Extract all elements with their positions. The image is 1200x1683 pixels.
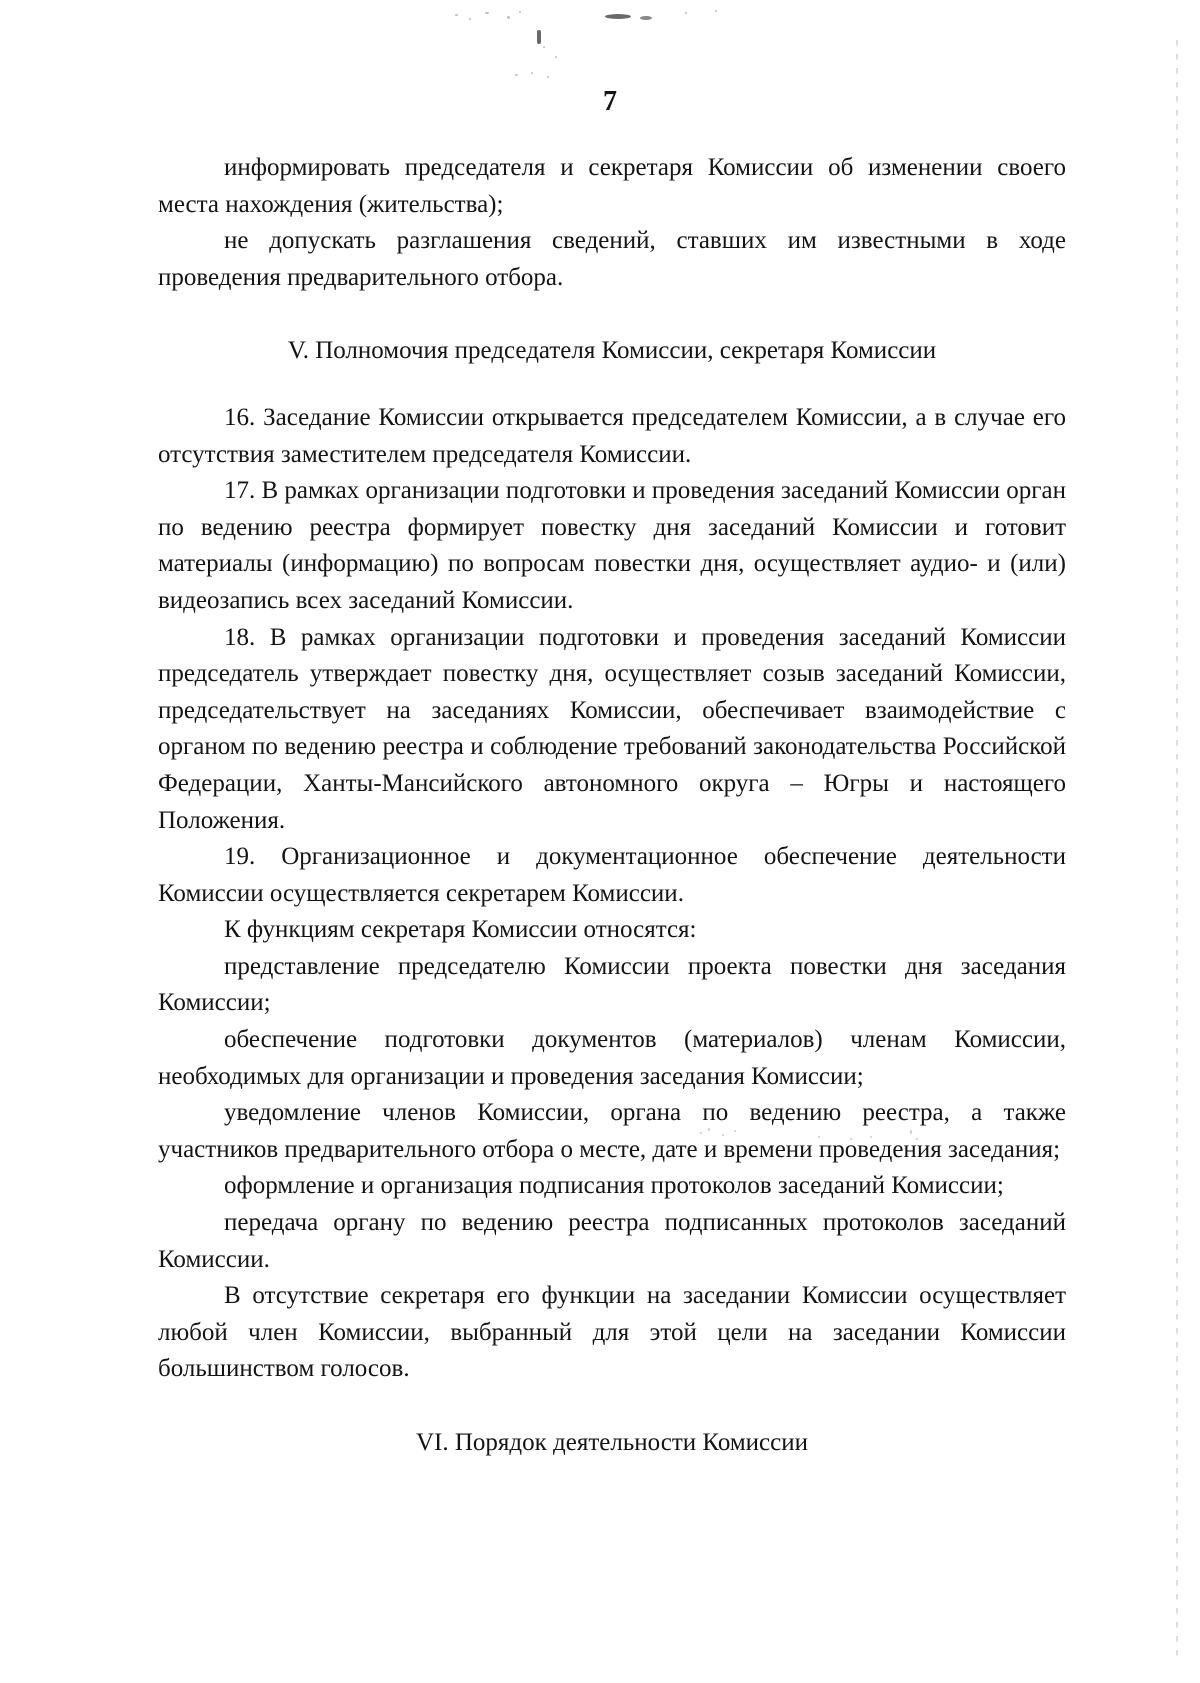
paragraph-secretary-absence: В отсутствие секретаря его функции на заседании Комиссии осуществляет любой член Комиссии, выбранный для этой цели на заседании Комиссии большинством голосов. [158, 1282, 1066, 1383]
paragraph-18: 18. В рамках организации подготовки и проведения заседаний Комиссии председатель утверждает повестку дня, осуществляет созыв заседаний Комиссии, председательствует на заседаниях Комиссии, обеспечивает взаимодействие с органом по ведению реестра и соблюдение требований законодательства Российской Федерации, Ханты-Мансийского автономного округа – Югры и настоящего Положения. [158, 623, 1066, 834]
list-item-document-preparation: обеспечение подготовки документов (материалов) членам Комиссии, необходимых для организации и проведения заседания Комиссии; [158, 1026, 1066, 1090]
page-number: 7 [603, 86, 617, 117]
list-item-protocol-signing: оформление и организация подписания протоколов заседаний Комиссии; [224, 1172, 1004, 1200]
list-item-notification: уведомление членов Комиссии, органа по ведению реестра, а также участников предварительного отбора о месте, дате и времени проведения заседания; [158, 1099, 1066, 1163]
paragraph-inform-chairman: информировать председателя и секретаря Комиссии об изменении своего места нахождения (жительства); [158, 154, 1066, 218]
paragraph-17: 17. В рамках организации подготовки и проведения заседаний Комиссии орган по ведению реестра формирует повестку дня заседаний Комиссии и готовит материалы (информацию) по вопросам повестки дня, осуществляет аудио- и (или) видеозапись всех заседаний Комиссии. [158, 477, 1066, 614]
paragraph-19: 19. Организационное и документационное обеспечение деятельности Комиссии осуществляется секретарем Комиссии. [158, 843, 1066, 907]
list-item-agenda-presentation: представление председателю Комиссии проекта повестки дня заседания Комиссии; [158, 952, 1066, 1017]
document-body [158, 150, 1066, 1462]
scan-artifact-top [455, 8, 775, 78]
paragraph-secretary-functions-intro: К функциям секретаря Комиссии относятся: [224, 916, 697, 944]
paragraph-nondisclosure: не допускать разглашения сведений, ставших им известными в ходе проведения предварительного отбора. [158, 227, 1066, 291]
paragraph-16: 16. Заседание Комиссии открывается председателем Комиссии, а в случае его отсутствия заместителем председателя Комиссии. [158, 403, 1066, 468]
scan-edge-artifact [1176, 40, 1178, 1660]
section-heading-vi: VI. Порядок деятельности Комиссии [415, 1429, 809, 1456]
section-heading-v: V. Полномочия председателя Комиссии, секретаря Комиссии [287, 337, 937, 365]
list-item-protocol-transfer: передача органу по ведению реестра подписанных протоколов заседаний Комиссии. [158, 1209, 1066, 1273]
